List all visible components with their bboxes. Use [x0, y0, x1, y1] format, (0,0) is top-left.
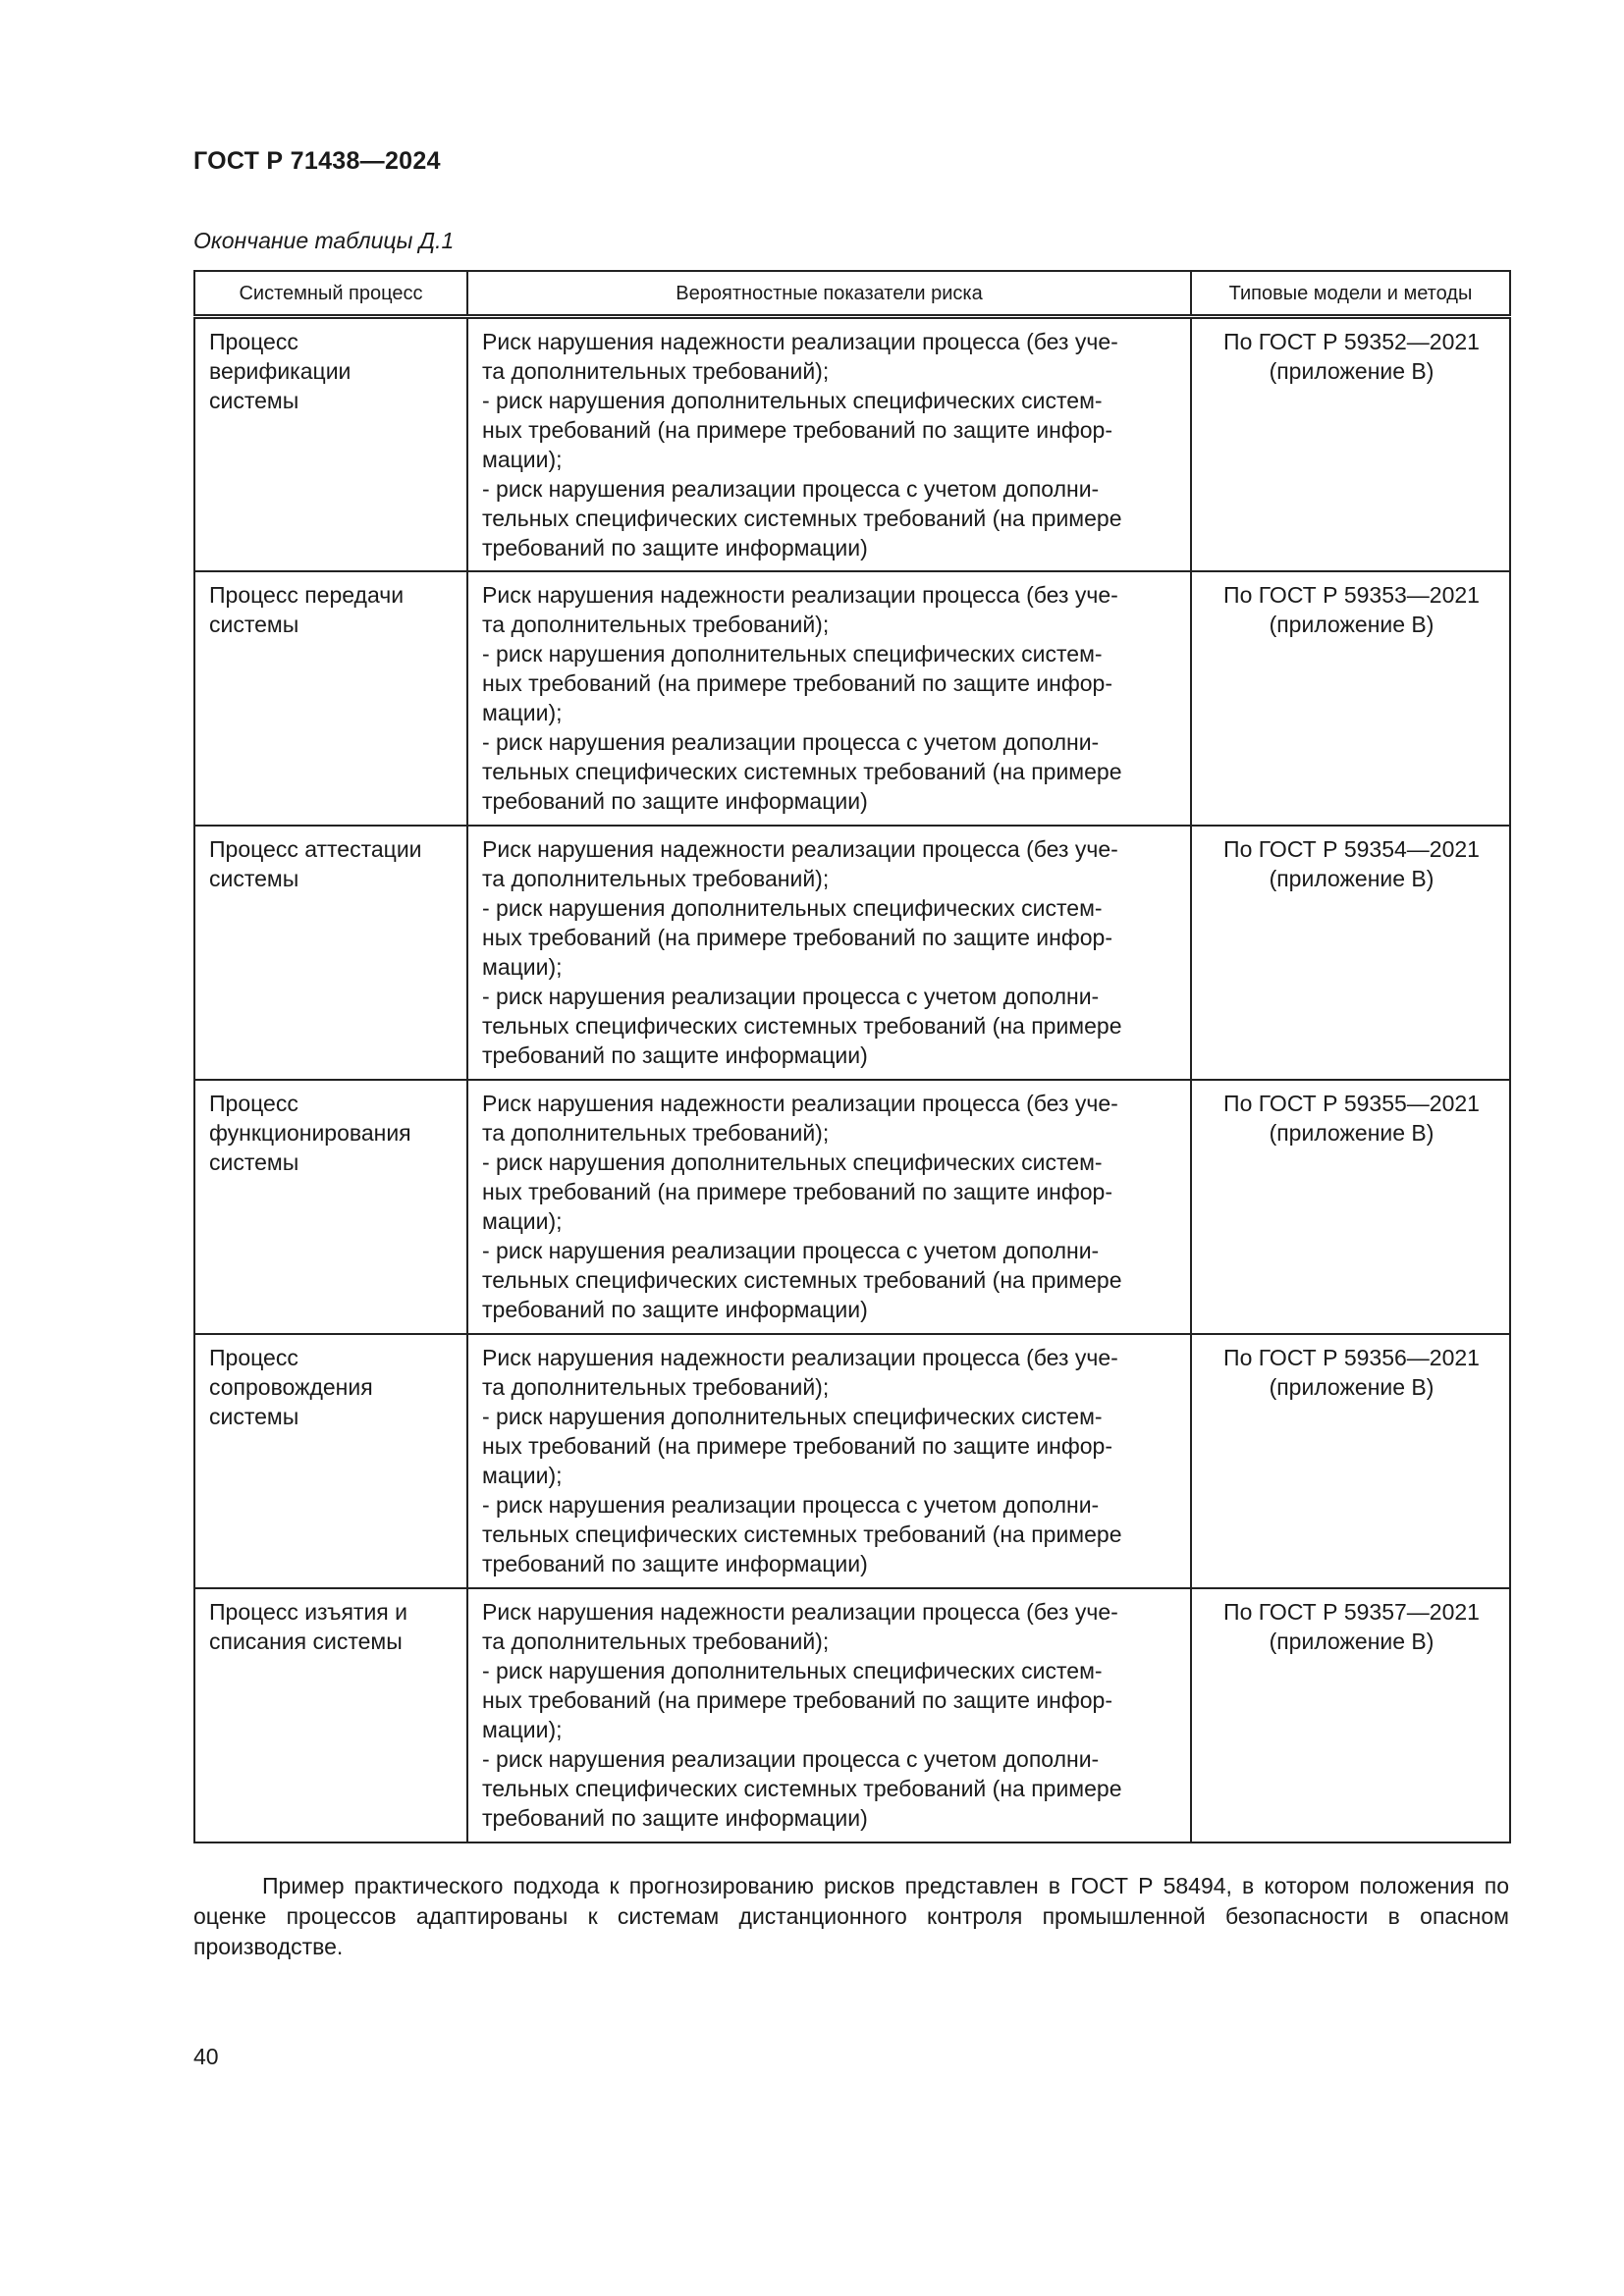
risk-indicator-line: - риск нарушения дополнительных специфических систем- — [482, 1657, 1103, 1683]
method-reference-line: (приложение В) — [1269, 865, 1435, 891]
risk-indicator-line: тельных специфических системных требований (на примере — [482, 1266, 1122, 1293]
table-row — [194, 826, 1510, 1080]
risk-indicator-line: - риск нарушения реализации процесса с учетом дополни- — [482, 1745, 1100, 1772]
process-name-line: системы — [209, 388, 299, 413]
risk-indicator-line: та дополнительных требований); — [482, 865, 830, 891]
risk-indicator-line: тельных специфических системных требований (на примере — [482, 506, 1122, 531]
table-caption: Окончание таблицы Д.1 — [193, 228, 455, 253]
process-name-line: сопровождения — [209, 1373, 373, 1400]
method-reference-line: (приложение В) — [1269, 1628, 1435, 1654]
risk-indicator-line: ных требований (на примере требований по защите инфор- — [482, 1432, 1112, 1459]
risk-indicator-line: та дополнительных требований); — [482, 611, 830, 637]
method-reference-line: (приложение В) — [1269, 358, 1435, 384]
risk-indicator-line: мации); — [482, 1462, 563, 1488]
risk-indicator-line: - риск нарушения реализации процесса с учетом дополни- — [482, 983, 1100, 1009]
method-cell — [1191, 317, 1510, 571]
risk-indicator-line: требований по защите информации) — [482, 535, 868, 561]
risk-indicators-cell — [467, 571, 1191, 826]
method-reference-line: По ГОСТ Р 59355—2021 — [1223, 1090, 1480, 1116]
risk-indicator-line: - риск нарушения дополнительных специфических систем- — [482, 388, 1103, 413]
method-cell — [1191, 1588, 1510, 1842]
risk-indicator-line: требований по защите информации) — [482, 1550, 868, 1576]
process-name-line: Процесс — [209, 1090, 298, 1116]
column-header-risk-indicators: Вероятностные показатели риска — [467, 271, 1191, 317]
risk-indicator-line: требований по защите информации) — [482, 1041, 868, 1068]
risk-indicator-line: требований по защите информации) — [482, 1804, 868, 1831]
risk-indicator-line: та дополнительных требований); — [482, 1119, 830, 1146]
risk-indicator-line: тельных специфических системных требований (на примере — [482, 1521, 1122, 1547]
risk-indicators-cell — [467, 826, 1191, 1080]
process-cell — [194, 571, 467, 826]
method-reference-line: По ГОСТ Р 59357—2021 — [1223, 1598, 1480, 1625]
method-reference-line: (приложение В) — [1269, 1119, 1435, 1146]
process-name-line: Процесс передачи — [209, 581, 405, 608]
process-name-line: системы — [209, 611, 299, 637]
process-name-line: Процесс аттестации — [209, 835, 422, 862]
risk-indicator-line: мации); — [482, 953, 563, 980]
column-header-methods: Типовые модели и методы — [1191, 271, 1510, 317]
method-reference-line: (приложение В) — [1269, 1373, 1435, 1400]
risk-indicator-line: ных требований (на примере требований по защите инфор- — [482, 1178, 1112, 1204]
table-body — [194, 317, 1510, 1842]
risk-indicator-line: мации); — [482, 699, 563, 725]
risk-indicator-line: Риск нарушения надежности реализации процесса (без уче- — [482, 1598, 1118, 1625]
risk-indicator-line: - риск нарушения реализации процесса с учетом дополни- — [482, 476, 1100, 502]
risk-indicator-line: требований по защите информации) — [482, 1296, 868, 1322]
risk-indicator-line: - риск нарушения дополнительных специфических систем- — [482, 640, 1103, 667]
risk-indicator-line: - риск нарушения реализации процесса с учетом дополни- — [482, 1237, 1100, 1263]
risk-indicator-line: та дополнительных требований); — [482, 1628, 830, 1654]
risk-indicators-cell — [467, 1334, 1191, 1588]
risk-indicator-line: тельных специфических системных требований (на примере — [482, 758, 1122, 784]
method-reference-line: По ГОСТ Р 59353—2021 — [1223, 581, 1480, 608]
method-reference-line: По ГОСТ Р 59356—2021 — [1223, 1344, 1480, 1370]
risk-indicator-line: Риск нарушения надежности реализации процесса (без уче- — [482, 835, 1118, 862]
process-name-line: Процесс изъятия и — [209, 1598, 408, 1625]
risk-indicator-line: - риск нарушения дополнительных специфических систем- — [482, 1403, 1103, 1429]
risk-indicator-line: - риск нарушения дополнительных специфических систем- — [482, 894, 1103, 921]
table-row — [194, 1588, 1510, 1842]
risk-indicator-line: тельных специфических системных требований (на примере — [482, 1012, 1122, 1039]
risk-indicator-line: та дополнительных требований); — [482, 358, 830, 384]
risk-indicator-line: требований по защите информации) — [482, 787, 868, 814]
body-paragraph: Пример практического подхода к прогнозированию рисков представлен в ГОСТ Р 58494, в котором положения по оценке процессов адаптированы к системам дистанционного контроля промышленной безопасности в опасном производстве. — [193, 1873, 1509, 1959]
process-name-line: системы — [209, 865, 299, 891]
process-cell — [194, 1334, 467, 1588]
risk-indicator-line: - риск нарушения дополнительных специфических систем- — [482, 1148, 1103, 1175]
process-name-line: системы — [209, 1148, 299, 1175]
table-row — [194, 317, 1510, 571]
page-number: 40 — [193, 2044, 219, 2069]
risk-indicator-line: та дополнительных требований); — [482, 1373, 830, 1400]
process-cell — [194, 826, 467, 1080]
risk-indicator-line: ных требований (на примере требований по защите инфор- — [482, 417, 1112, 443]
table-row — [194, 1080, 1510, 1334]
risk-indicator-line: ных требований (на примере требований по защите инфор- — [482, 924, 1112, 950]
method-cell — [1191, 1334, 1510, 1588]
document-code-header: ГОСТ Р 71438—2024 — [193, 147, 441, 175]
risk-indicator-line: ных требований (на примере требований по защите инфор- — [482, 669, 1112, 696]
risk-indicators-cell — [467, 1588, 1191, 1842]
method-reference-line: По ГОСТ Р 59354—2021 — [1223, 835, 1480, 862]
method-reference-line: (приложение В) — [1269, 611, 1435, 637]
table-header-row — [194, 271, 1510, 317]
process-cell — [194, 1588, 467, 1842]
risk-indicators-cell — [467, 1080, 1191, 1334]
process-name-line: Процесс — [209, 1344, 298, 1370]
risk-indicator-line: тельных специфических системных требований (на примере — [482, 1775, 1122, 1801]
process-name-line: функционирования — [209, 1119, 411, 1146]
process-name-line: системы — [209, 1403, 299, 1429]
risk-indicator-line: мации); — [482, 1716, 563, 1742]
risk-indicator-line: Риск нарушения надежности реализации процесса (без уче- — [482, 329, 1118, 354]
risk-indicators-cell — [467, 317, 1191, 571]
risk-indicator-line: - риск нарушения реализации процесса с учетом дополни- — [482, 1491, 1100, 1518]
risk-indicator-line: ных требований (на примере требований по защите инфор- — [482, 1686, 1112, 1713]
process-name-line: списания системы — [209, 1628, 403, 1654]
method-cell — [1191, 1080, 1510, 1334]
process-cell — [194, 1080, 467, 1334]
method-cell — [1191, 571, 1510, 826]
method-cell — [1191, 826, 1510, 1080]
table-row — [194, 1334, 1510, 1588]
risk-indicator-line: Риск нарушения надежности реализации процесса (без уче- — [482, 1344, 1118, 1370]
risk-indicator-line: Риск нарушения надежности реализации процесса (без уче- — [482, 581, 1118, 608]
process-name-line: верификации — [209, 358, 352, 384]
risk-indicator-line: мации); — [482, 1207, 563, 1234]
table-row — [194, 571, 1510, 826]
risk-indicator-line: Риск нарушения надежности реализации процесса (без уче- — [482, 1090, 1118, 1116]
risk-indicator-line: мации); — [482, 447, 563, 472]
column-header-process: Системный процесс — [194, 271, 467, 317]
process-cell — [194, 317, 467, 571]
risk-indicator-line: - риск нарушения реализации процесса с учетом дополни- — [482, 728, 1100, 755]
method-reference-line: По ГОСТ Р 59352—2021 — [1223, 329, 1480, 354]
risk-indicators-table — [193, 270, 1511, 1843]
process-name-line: Процесс — [209, 329, 298, 354]
